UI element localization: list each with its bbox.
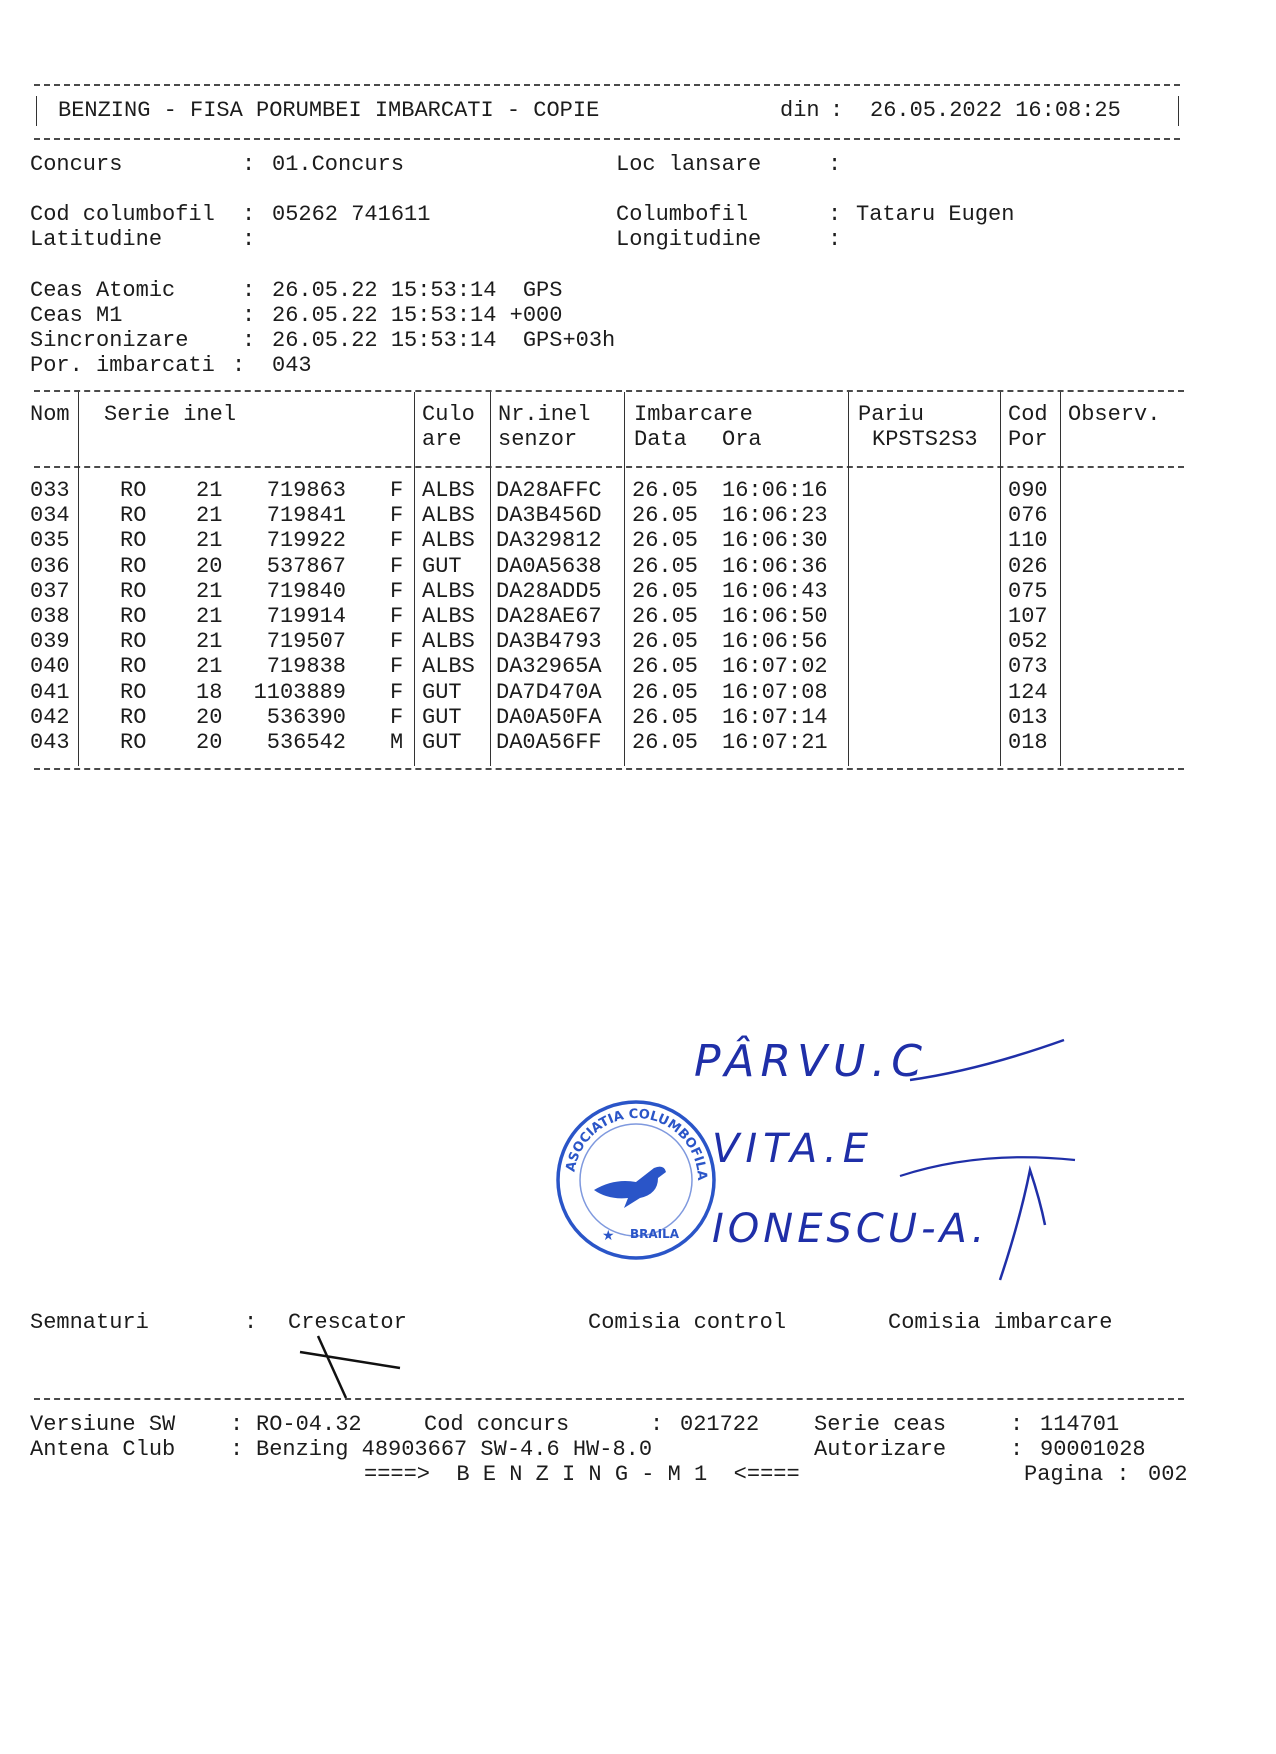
cell-cod: 073	[1008, 654, 1048, 680]
cell-nom: 042	[30, 704, 70, 730]
columbofil-colon: :	[828, 202, 842, 227]
cell-year: 21	[196, 604, 223, 629]
cell-sex: F	[390, 553, 404, 579]
cell-cod: 110	[1008, 528, 1048, 554]
cell-country: RO	[120, 629, 147, 655]
por-imbarcati-colon: :	[232, 353, 246, 378]
cell-ring: 536542	[266, 730, 346, 755]
concurs-label: Concurs	[30, 152, 123, 177]
cell-ring: 719863	[266, 478, 346, 503]
ceas-m1-label: Ceas M1	[30, 303, 123, 328]
cell-date: 26.05	[632, 679, 699, 705]
col-header-ora: Ora	[722, 427, 762, 452]
autorizare-value: 90001028	[1040, 1437, 1146, 1462]
col-header-nr-inel: Nr.inel	[498, 402, 591, 427]
cell-time: 16:06:36	[722, 553, 828, 579]
col-header-data: Data	[634, 427, 687, 452]
longitudine-colon: :	[828, 227, 842, 252]
cell-sex: F	[390, 704, 404, 730]
cell-date: 26.05	[632, 629, 699, 655]
cell-cod: 018	[1008, 730, 1048, 755]
cell-nom: 036	[30, 553, 70, 579]
cell-time: 16:07:02	[722, 654, 828, 680]
cell-time: 16:07:08	[722, 679, 828, 705]
comisia-control-label: Comisia control	[588, 1310, 787, 1335]
serie-ceas-label: Serie ceas	[814, 1412, 947, 1437]
versiune-colon: :	[230, 1412, 244, 1437]
cell-ring: 537867	[266, 553, 346, 579]
sincronizare-label: Sincronizare	[30, 328, 189, 353]
cod-concurs-label: Cod concurs	[424, 1412, 570, 1437]
cell-color: ALBS	[422, 503, 475, 529]
por-imbarcati-value: 043	[272, 353, 312, 378]
cell-nom: 040	[30, 654, 70, 680]
cell-sensor: DA0A50FA	[496, 704, 602, 730]
cell-sensor: DA7D470A	[496, 679, 602, 705]
cell-time: 16:06:56	[722, 629, 828, 655]
cell-nom: 034	[30, 503, 70, 529]
columbofil-label: Columbofil	[616, 202, 749, 227]
col-header-imbarcare: Imbarcare	[634, 402, 753, 427]
cell-color: ALBS	[422, 654, 475, 680]
benzing-banner: ====> B E N Z I N G - M 1 <====	[364, 1462, 800, 1487]
page-title: BENZING - FISA PORUMBEI IMBARCATI - COPIE	[58, 98, 600, 123]
cell-color: ALBS	[422, 604, 475, 629]
cell-ring: 719838	[266, 654, 346, 680]
col-header-cod: Cod	[1008, 402, 1048, 427]
cell-nom: 041	[30, 679, 70, 705]
cell-sex: F	[390, 604, 404, 629]
cell-nom: 037	[30, 578, 70, 604]
cell-date: 26.05	[632, 704, 699, 730]
cod-columbofil-colon: :	[242, 202, 256, 227]
autorizare-colon: :	[1010, 1437, 1024, 1462]
sincronizare-colon: :	[242, 328, 256, 353]
cell-date: 26.05	[632, 528, 699, 554]
cell-year: 20	[196, 730, 223, 755]
ceas-m1-colon: :	[242, 303, 256, 328]
cell-cod: 026	[1008, 553, 1048, 579]
svg-text:★: ★	[602, 1228, 615, 1244]
ceas-atomic-colon: :	[242, 278, 256, 303]
cell-ring: 719507	[266, 629, 346, 655]
cell-sensor: DA28AE67	[496, 604, 602, 629]
serie-ceas-colon: :	[1010, 1412, 1024, 1437]
footer-rule	[34, 1398, 1184, 1400]
cell-sex: F	[390, 654, 404, 680]
ceas-m1-value: 26.05.22 15:53:14 +000	[272, 303, 563, 328]
cell-sex: F	[390, 578, 404, 604]
antena-value: Benzing 48903667 SW-4.6 HW-8.0	[256, 1437, 653, 1462]
cell-time: 16:06:23	[722, 503, 828, 529]
cell-country: RO	[120, 730, 147, 755]
cell-sensor: DA28AFFC	[496, 478, 602, 503]
cell-color: GUT	[422, 679, 462, 705]
cell-time: 16:06:43	[722, 578, 828, 604]
col-header-observ: Observ.	[1068, 402, 1161, 427]
cell-country: RO	[120, 553, 147, 579]
cell-cod: 013	[1008, 704, 1048, 730]
cell-date: 26.05	[632, 654, 699, 680]
cell-nom: 039	[30, 629, 70, 655]
serie-ceas-value: 114701	[1040, 1412, 1120, 1437]
cod-concurs-value: 021722	[680, 1412, 760, 1437]
cell-nom: 043	[30, 730, 70, 755]
cell-sex: F	[390, 478, 404, 503]
cell-color: ALBS	[422, 629, 475, 655]
signature-vita: VITA.E	[712, 1126, 875, 1172]
versiune-value: RO-04.32	[256, 1412, 362, 1437]
cell-date: 26.05	[632, 730, 699, 755]
cell-year: 20	[196, 553, 223, 579]
pagina-value: 002	[1148, 1462, 1188, 1487]
semnaturi-colon: :	[244, 1310, 258, 1335]
cell-sex: F	[390, 679, 404, 705]
cod-concurs-colon: :	[650, 1412, 664, 1437]
pagina-label: Pagina :	[1024, 1462, 1130, 1487]
loc-lansare-label: Loc lansare	[616, 152, 762, 177]
cell-ring: 719914	[266, 604, 346, 629]
col-header-senzor: senzor	[498, 427, 578, 452]
cell-sex: F	[390, 629, 404, 655]
cell-nom: 035	[30, 528, 70, 554]
cell-country: RO	[120, 478, 147, 503]
cell-color: ALBS	[422, 578, 475, 604]
cell-sensor: DA3B456D	[496, 503, 602, 529]
date-value: 26.05.2022 16:08:25	[870, 98, 1121, 123]
cell-ring: 719840	[266, 578, 346, 604]
cell-ring: 719841	[266, 503, 346, 529]
cell-country: RO	[120, 704, 147, 730]
cell-sensor: DA0A56FF	[496, 730, 602, 755]
cell-color: ALBS	[422, 478, 475, 503]
svg-text:ASOCIATIA COLUMBOFILA: ASOCIATIA COLUMBOFILA	[563, 1106, 710, 1181]
cell-sensor: DA0A5638	[496, 553, 602, 579]
semnaturi-label: Semnaturi	[30, 1310, 149, 1335]
date-label: din	[780, 98, 820, 123]
cell-cod: 107	[1008, 604, 1048, 629]
concurs-value: 01.Concurs	[272, 152, 405, 177]
cell-cod: 075	[1008, 578, 1048, 604]
cell-sensor: DA329812	[496, 528, 602, 554]
cell-year: 21	[196, 629, 223, 655]
cell-date: 26.05	[632, 553, 699, 579]
cell-time: 16:06:50	[722, 604, 828, 629]
versiune-label: Versiune SW	[30, 1412, 176, 1437]
ceas-atomic-label: Ceas Atomic	[30, 278, 176, 303]
cod-columbofil-label: Cod columbofil	[30, 202, 215, 227]
cell-cod: 090	[1008, 478, 1048, 503]
date-separator: :	[830, 98, 844, 123]
por-imbarcati-label: Por. imbarcati	[30, 353, 215, 378]
cell-color: GUT	[422, 553, 462, 579]
cod-columbofil-value: 05262 741611	[272, 202, 431, 227]
cell-year: 18	[196, 679, 223, 705]
signature-ionescu: IONESCU-A.	[712, 1206, 989, 1252]
cell-ring: 536390	[266, 704, 346, 730]
cell-year: 21	[196, 578, 223, 604]
col-header-kpsts: KPSTS2S3	[872, 427, 978, 452]
cell-cod: 052	[1008, 629, 1048, 655]
cell-year: 21	[196, 503, 223, 529]
cell-cod: 124	[1008, 679, 1048, 705]
cell-date: 26.05	[632, 604, 699, 629]
cell-date: 26.05	[632, 503, 699, 529]
comisia-imbarcare-label: Comisia imbarcare	[888, 1310, 1113, 1335]
cell-country: RO	[120, 528, 147, 554]
cell-country: RO	[120, 604, 147, 629]
cell-nom: 038	[30, 604, 70, 629]
cell-color: GUT	[422, 704, 462, 730]
cell-sex: M	[390, 730, 404, 755]
col-header-por: Por	[1008, 427, 1048, 452]
cell-time: 16:06:30	[722, 528, 828, 554]
svg-text:BRAILA: BRAILA	[630, 1227, 680, 1241]
antena-colon: :	[230, 1437, 244, 1462]
sincronizare-value: 26.05.22 15:53:14 GPS+03h	[272, 328, 616, 353]
cell-nom: 033	[30, 478, 70, 503]
cell-year: 21	[196, 528, 223, 554]
cell-year: 21	[196, 654, 223, 680]
col-header-culoare: Culo	[422, 402, 475, 427]
col-header-nom: Nom	[30, 402, 70, 427]
ceas-atomic-value: 26.05.22 15:53:14 GPS	[272, 278, 563, 303]
cell-sex: F	[390, 528, 404, 554]
cell-sex: F	[390, 503, 404, 529]
col-header-pariu: Pariu	[858, 402, 925, 427]
signature-parvu: PÂRVU.C	[694, 1036, 929, 1087]
antena-label: Antena Club	[30, 1437, 176, 1462]
cell-sensor: DA3B4793	[496, 629, 602, 655]
cell-color: GUT	[422, 730, 462, 755]
cell-sensor: DA32965A	[496, 654, 602, 680]
cell-country: RO	[120, 654, 147, 680]
col-header-serie-inel: Serie inel	[104, 402, 237, 427]
cell-date: 26.05	[632, 578, 699, 604]
cell-cod: 076	[1008, 503, 1048, 529]
col-header-culoare-2: are	[422, 427, 462, 452]
cell-time: 16:07:14	[722, 704, 828, 730]
latitudine-colon: :	[242, 227, 256, 252]
loc-lansare-colon: :	[828, 152, 842, 177]
cell-ring: 719922	[266, 528, 346, 554]
cell-country: RO	[120, 578, 147, 604]
cell-color: ALBS	[422, 528, 475, 554]
cell-time: 16:07:21	[722, 730, 828, 755]
cell-country: RO	[120, 679, 147, 705]
cell-date: 26.05	[632, 478, 699, 503]
latitudine-label: Latitudine	[30, 227, 163, 252]
cell-time: 16:06:16	[722, 478, 828, 503]
concurs-colon: :	[242, 152, 256, 177]
cell-country: RO	[120, 503, 147, 529]
cell-year: 20	[196, 704, 223, 730]
columbofil-value: Tataru Eugen	[856, 202, 1015, 227]
cell-sensor: DA28ADD5	[496, 578, 602, 604]
cell-ring: 1103889	[253, 679, 346, 705]
cell-year: 21	[196, 478, 223, 503]
longitudine-label: Longitudine	[616, 227, 762, 252]
crescator-label: Crescator	[288, 1310, 407, 1335]
autorizare-label: Autorizare	[814, 1437, 947, 1462]
